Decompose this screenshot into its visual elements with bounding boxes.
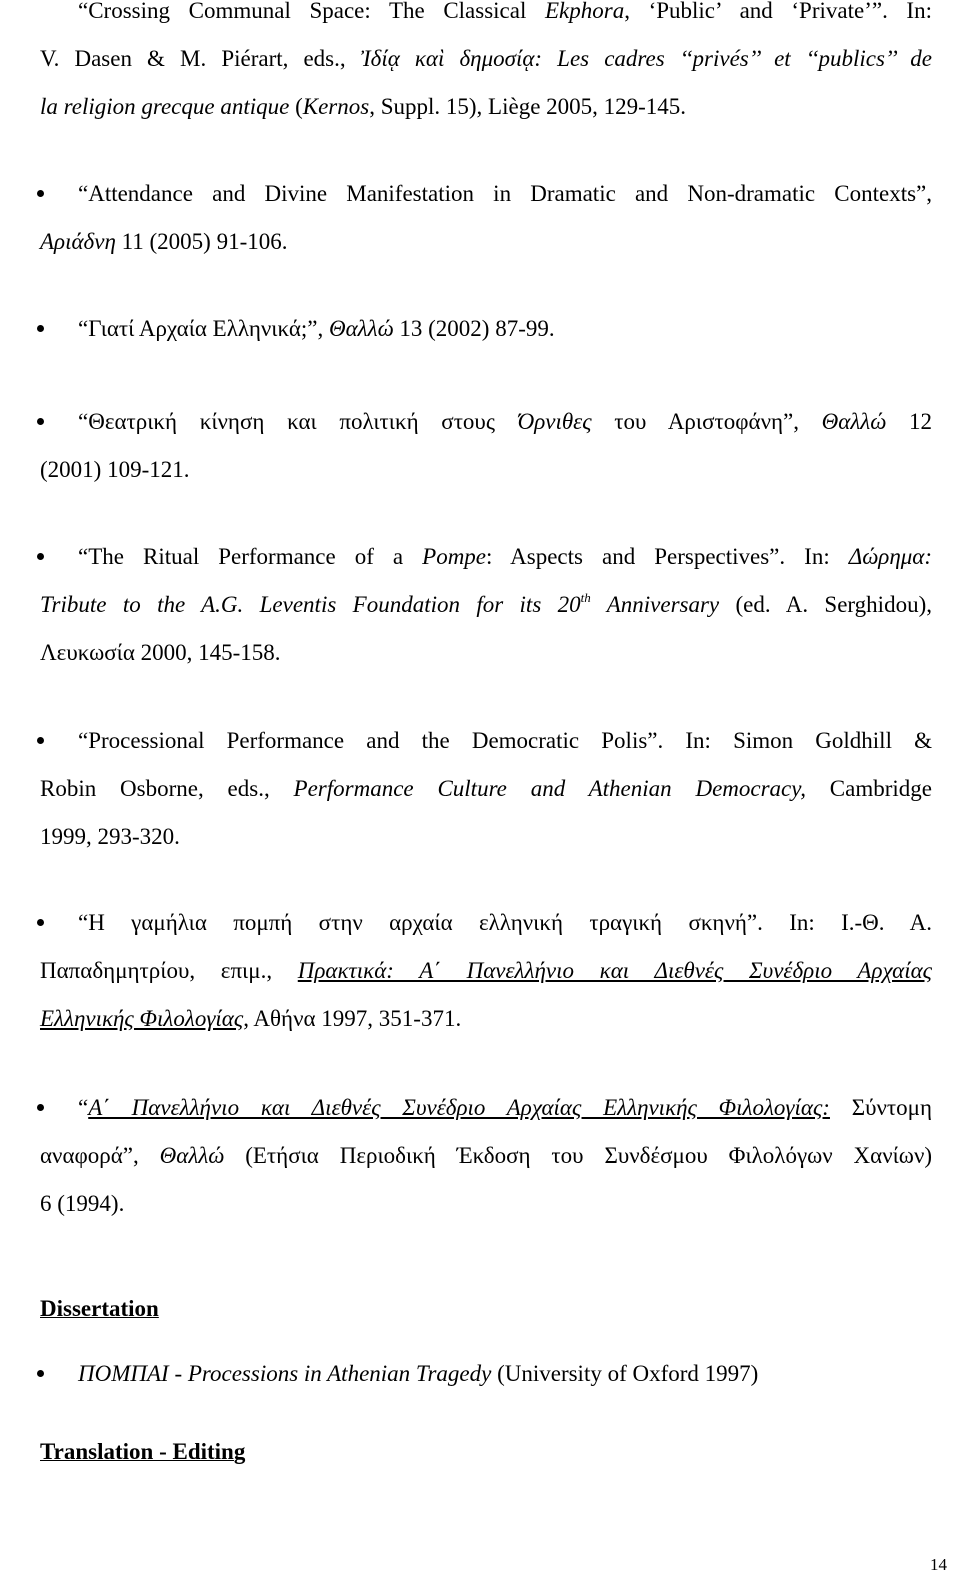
journal-title: Θαλλώ bbox=[328, 316, 394, 341]
book-title: Tribute to the A.G. Leventis Foundation for its 20th Anniversary bbox=[40, 590, 720, 617]
entry-line: “Processional Performance and the Democratic Polis”. In: Simon Goldhill & bbox=[78, 728, 932, 753]
book-title: Ελληνικής Φιλολογίας bbox=[40, 1006, 244, 1031]
journal-title: Θαλλώ bbox=[821, 409, 887, 434]
entry-line: Ελληνικής Φιλολογίας, Αθήνα 1997, 351-371. bbox=[40, 1006, 462, 1031]
bullet-icon bbox=[37, 553, 44, 560]
book-title: Δώρημα: bbox=[848, 544, 933, 569]
journal-title: Αριάδνη bbox=[40, 229, 116, 254]
page-number: 14 bbox=[930, 1555, 947, 1574]
bullet-icon bbox=[37, 418, 44, 425]
bullet-icon bbox=[37, 737, 44, 744]
book-title: Performance Culture and Athenian Democracy, bbox=[293, 776, 806, 801]
entry-line: ΠΟΜΠΑΙ - Processions in Athenian Tragedy (University of Oxford 1997) bbox=[78, 1361, 759, 1386]
bullet-icon bbox=[37, 1370, 44, 1377]
bullet-icon bbox=[37, 190, 44, 197]
entry-line: “Crossing Communal Space: The Classical Ekphora, ‘Public’ and ‘Private’”. In: bbox=[78, 0, 932, 23]
entry-line: Παπαδημητρίου, επιμ., Πρακτικά: Α΄ Πανελλήνιο και Διεθνές Συνέδριο Αρχαίας bbox=[40, 958, 932, 983]
bullet-icon bbox=[37, 325, 44, 332]
entry-line: “The Ritual Performance of a Pompe: Aspects and Perspectives”. In: Δώρημα: bbox=[78, 544, 933, 569]
entry-line: la religion grecque antique (Kernos, Suppl. 15), Liège 2005, 129-145. bbox=[40, 94, 687, 119]
section-heading-dissertation: Dissertation bbox=[40, 1296, 159, 1321]
entry-line: 6 (1994). bbox=[40, 1191, 125, 1216]
book-title: Πρακτικά: Α΄ Πανελλήνιο και Διεθνές Συνέδριο Αρχαίας bbox=[297, 958, 932, 983]
entry-line: Tribute to the A.G. Leventis Foundation for its 20th Anniversary (ed. A. Serghidou), bbox=[40, 590, 932, 617]
bullet-icon bbox=[37, 1104, 44, 1111]
entry-line: V. Dasen & M. Piérart, eds., Ἰδίᾳ καὶ δημοσίᾳ: Les cadres ‘‘privés’’ et ‘‘publics’’ de bbox=[40, 46, 932, 71]
entry-line: 1999, 293-320. bbox=[40, 824, 180, 849]
entry-line: “Attendance and Divine Manifestation in Dramatic and Non-dramatic Contexts”, bbox=[78, 181, 932, 206]
entry-line: “Γιατί Αρχαία Ελληνικά;”, Θαλλώ 13 (2002) 87-99. bbox=[78, 316, 555, 341]
section-heading-translation-editing: Translation - Editing bbox=[40, 1439, 246, 1464]
entry-line: “Η γαμήλια πομπή στην αρχαία ελληνική τραγική σκηνή”. In: Ι.-Θ. Α. bbox=[78, 910, 932, 935]
entry-line: (2001) 109-121. bbox=[40, 457, 190, 482]
entry-line: Robin Osborne, eds., Performance Culture and Athenian Democracy, Cambridge bbox=[40, 776, 932, 801]
bullet-icon bbox=[37, 919, 44, 926]
entry-line: “Α΄ Πανελλήνιο και Διεθνές Συνέδριο Αρχαίας Ελληνικής Φιλολογίας: Σύντομη bbox=[78, 1095, 933, 1120]
entry-line: Αριάδνη 11 (2005) 91-106. bbox=[40, 229, 288, 254]
book-title: Α΄ Πανελλήνιο και Διεθνές Συνέδριο Αρχαίας Ελληνικής Φιλολογίας: bbox=[88, 1095, 830, 1120]
dissertation-title: ΠΟΜΠΑΙ - Processions in Athenian Tragedy bbox=[78, 1361, 492, 1386]
entry-line: “Θεατρική κίνηση και πολιτική στους Όρνιθες του Αριστοφάνη”, Θαλλώ 12 bbox=[78, 409, 932, 434]
entry-line: Λευκωσία 2000, 145-158. bbox=[40, 640, 281, 665]
entry-line: αναφορά”, Θαλλώ (Ετήσια Περιοδική Έκδοση του Συνδέσμου Φιλολόγων Χανίων) bbox=[40, 1143, 932, 1168]
journal-title: Θαλλώ bbox=[159, 1143, 225, 1168]
